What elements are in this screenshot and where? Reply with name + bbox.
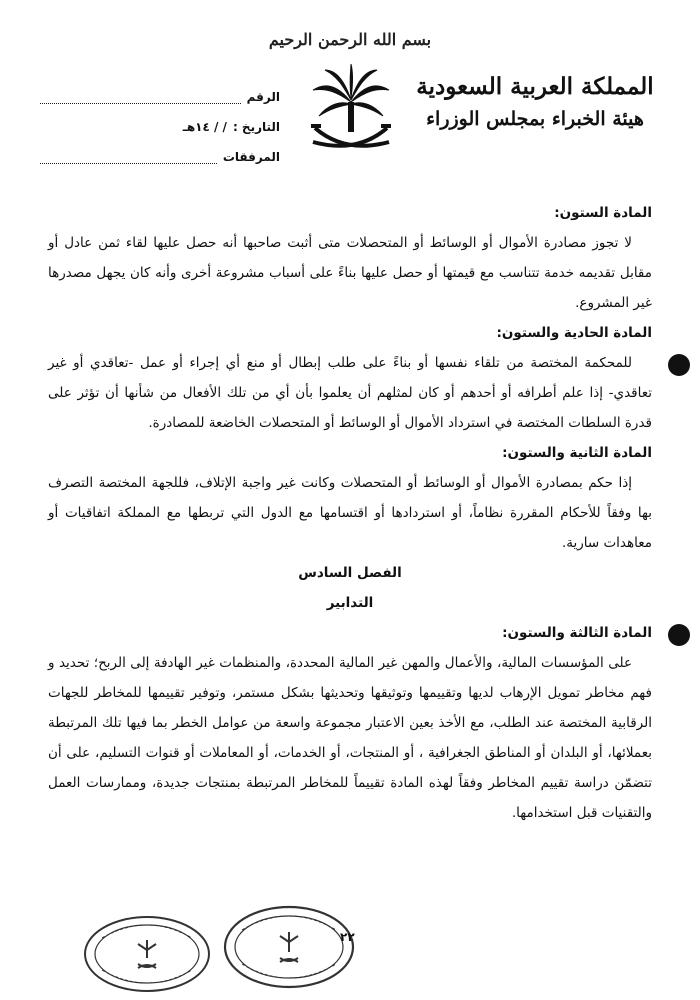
attachments-label: المرفقات [222, 150, 280, 164]
article-60-title: المادة الستون: [554, 205, 652, 221]
article-61-title: المادة الحادية والستون: [496, 325, 652, 341]
seal-stamp-right [222, 904, 356, 990]
article-62-text: إذا حكم بمصادرة الأموال أو الوسائط أو المتحصلات وكانت غير واجبة الإتلاف، فللجهة المختصة التصرف بها وفقاً للأحكام المقررة نظاماً، أو استردادها أو اقتسامها مع الدول التي تربطها مع المملكة اتفاقيات أو معاهدات سارية. [48, 475, 652, 551]
article-61-text: للمحكمة المختصة من تلقاء نفسها أو بناءً على طلب إبطال أو منع أي إجراء أو عمل -تعاقدي أو غير تعاقدي- إذا علم أطرافه أو أحدهم أو كان لمثلهم أن يعلموا بأن أي من تلك الأفعال من شأنها أن تؤثر على قدرة السلطات المختصة في استرداد الأموال أو الوسائط أو المتحصلات الخاضعة للمصادرة. [48, 355, 652, 431]
reference-fields [40, 74, 280, 164]
article-62-title: المادة الثانية والستون: [502, 445, 652, 461]
date-value: / / ١٤هـ [182, 120, 227, 134]
ref-row [40, 74, 280, 104]
seal-stamp-left [82, 914, 212, 994]
chapter-title: الفصل السادس [298, 565, 402, 581]
article-63-title: المادة الثالثة والستون: [502, 625, 652, 641]
date-label: التاريخ : [232, 120, 280, 134]
date-row [40, 104, 280, 134]
palm-swords-emblem-icon [305, 62, 397, 162]
punch-hole-icon [668, 624, 690, 646]
attachments-line [40, 153, 217, 164]
document-body [48, 198, 652, 828]
org-authority: هيئة الخبراء بمجلس الوزراء [426, 108, 644, 130]
article-60-text: لا تجوز مصادرة الأموال أو الوسائط أو المتحصلات متى أثبت صاحبها أنه حصل عليها لقاء ثمن عادل أو مقابل تقديمه خدمة تتناسب مع قيمتها أو حصل عليها بناءً على أسباب مشروعة أخرى وأنه كان يجهل مصدرها غير المشروع. [48, 235, 652, 311]
organization-name [415, 70, 655, 134]
attachments-row [40, 134, 280, 164]
ref-label: الرقم [246, 90, 280, 104]
page-number: ٢٢ [340, 930, 355, 944]
chapter-subtitle: التدابير [326, 595, 374, 611]
org-country: المملكة العربية السعودية [416, 73, 654, 100]
ref-line [40, 93, 241, 104]
article-63-text: على المؤسسات المالية، والأعمال والمهن غير المالية المحددة، والمنظمات غير الهادفة إلى الربح؛ تحديد و فهم مخاطر تمويل الإرهاب لديها وتقييمها وتوثيقها وتحديثها بشكل مستمر، وتوفير تقييمها للمخاطر للجهات الرقابية المختصة عند الطلب، مع الأخذ بعين الاعتبار مجموعة واسعة من عوامل الخطر بما فيها تلك المرتبطة بعملائها، أو البلدان أو المناطق الجغرافية ، أو المنتجات، أو الخدمات، أو المعاملات أو قنوات التسليم، على أن تتضمّن دراسة تقييم المخاطر وفقاً لهذه المادة تقييماً للمخاطر المرتبطة بمنتجات جديدة، وممارسات العمل والتقنيات قبل استخدامها. [48, 655, 652, 821]
bismillah: بسم الله الرحمن الرحيم [268, 30, 432, 49]
punch-hole-icon [668, 354, 690, 376]
